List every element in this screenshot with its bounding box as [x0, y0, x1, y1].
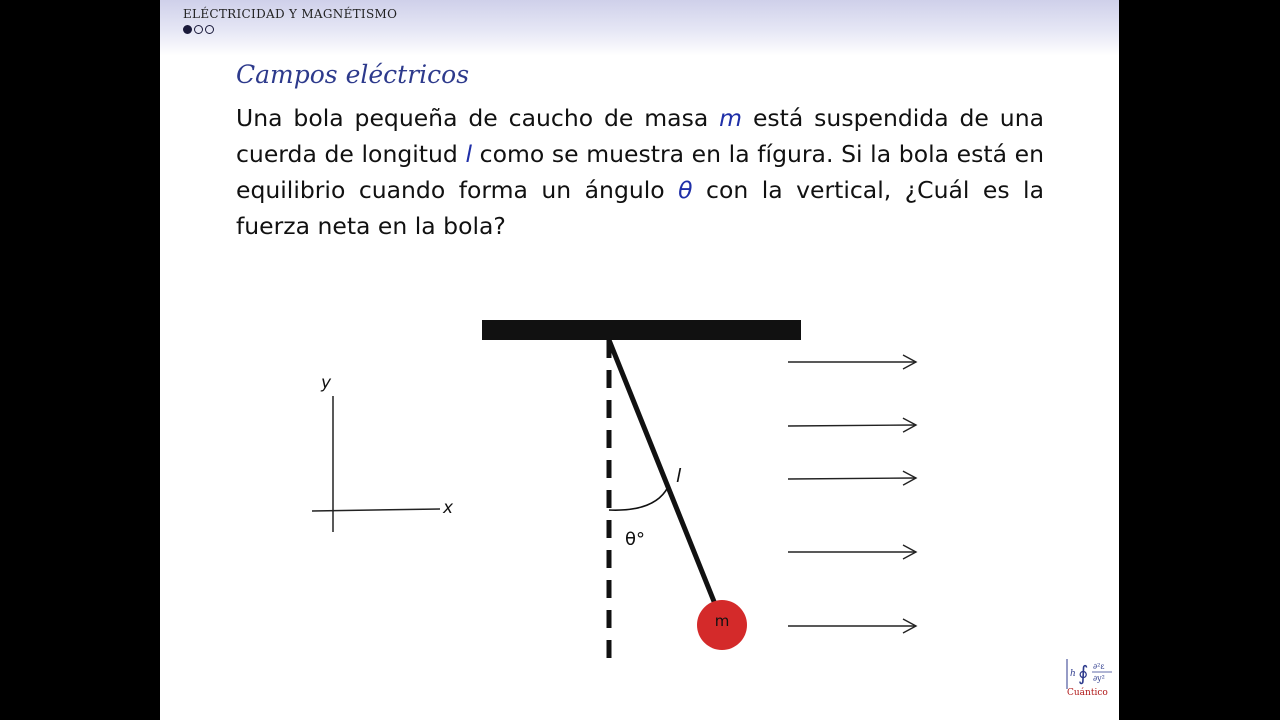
frame-title: Campos eléctricos: [236, 60, 470, 89]
logo-integral-icon: ∮: [1078, 661, 1089, 685]
ceiling-bar: [482, 320, 801, 340]
ball-mass-label: m: [714, 612, 730, 630]
coordinate-axes: [312, 373, 454, 532]
problem-text-3: como se muestra en la fígura. Si la bola está en equilibrio cuando forma un ángulo: [236, 140, 1044, 204]
problem-text-4: con la vertical, ¿Cuál es la fuerza neta en la bola?: [236, 176, 1044, 240]
x-axis-line: [312, 509, 440, 511]
string-length-label: l: [676, 465, 682, 487]
logo-numerator: ∂²ε: [1093, 662, 1105, 671]
variable-m: m: [719, 104, 743, 132]
x-axis-label: x: [443, 498, 454, 518]
y-axis-label: y: [321, 373, 332, 393]
problem-text-1: Una bola pequeña de caucho de masa: [236, 104, 720, 132]
logo-denominator: ∂y²: [1093, 674, 1105, 683]
field-arrow-3: [788, 478, 916, 479]
section-title: ELÉCTRICIDAD Y MAGNÉTISMO: [183, 7, 398, 21]
logo-caption: Cuántico: [1067, 688, 1108, 697]
slide: [160, 0, 1119, 720]
logo-h: h: [1070, 669, 1076, 679]
cuantico-logo: [1065, 657, 1115, 697]
variable-theta: θ: [678, 176, 693, 204]
pendulum-string: [609, 340, 715, 604]
problem-text-2: está suspendida de una cuerda de longitud: [236, 104, 1044, 168]
field-arrow-2: [788, 425, 916, 426]
angle-label: θ°: [625, 529, 646, 550]
pendulum-figure: [160, 0, 1119, 720]
variable-l: l: [465, 140, 472, 168]
angle-arc: [609, 487, 668, 510]
electric-field-arrows: [788, 362, 916, 626]
